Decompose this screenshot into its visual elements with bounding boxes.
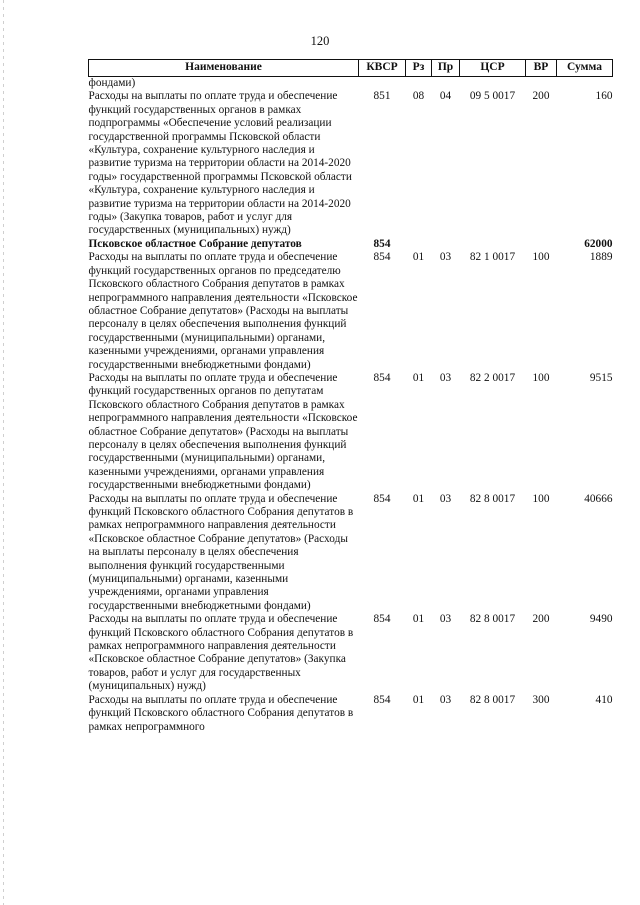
- table-row: [89, 613, 613, 693]
- row-sum: 410: [595, 693, 613, 706]
- table-row: [89, 372, 613, 493]
- row-csr: 09 5 0017: [469, 90, 516, 103]
- row-pr: 03: [439, 251, 452, 264]
- row-sum: 1889: [589, 251, 613, 264]
- header-rz: Рз: [406, 60, 432, 77]
- budget-table-container: [88, 59, 612, 734]
- row-kvsr: [359, 77, 406, 91]
- row-sum: 160: [595, 90, 613, 103]
- header-pr: Пр: [432, 60, 460, 77]
- row-vr: 100: [532, 371, 550, 384]
- header-vr: ВР: [526, 60, 557, 77]
- scan-edge: [3, 0, 4, 905]
- row-rz: 01: [412, 371, 425, 384]
- row-pr: 04: [439, 90, 452, 103]
- row-kvsr: 854: [373, 371, 391, 384]
- row-rz: [406, 238, 432, 251]
- row-kvsr: 854: [373, 492, 391, 505]
- row-sum: [557, 77, 613, 91]
- row-name: Расходы на выплаты по оплате труда и обеспечение функций Псковского областного Собрания депутатов в рамках непрограммного: [88, 693, 354, 733]
- page-number: 120: [310, 34, 330, 48]
- table-row-section: [89, 238, 613, 251]
- table-row: [89, 251, 613, 372]
- row-pr: 03: [439, 371, 452, 384]
- row-pr: 03: [439, 693, 452, 706]
- table-row: [89, 77, 613, 91]
- row-kvsr: 854: [373, 693, 391, 706]
- row-csr: [460, 238, 526, 251]
- row-csr: 82 8 0017: [469, 693, 516, 706]
- table-header-row: [89, 60, 613, 77]
- header-name: Наименование: [89, 60, 359, 77]
- row-vr: 200: [532, 90, 550, 103]
- row-vr: 100: [532, 492, 550, 505]
- row-rz: 01: [412, 492, 425, 505]
- row-name: Расходы на выплаты по оплате труда и обеспечение функций государственных органов в рамках подпрограммы «Обеспечение условий реализации государственной программы Псковской области «Культура, сохранение культурного наследия и развитие туризма на территории области на 2014-2020 годы» государственной программы Псковской области «Культура, сохранение культурного наследия и развитие туризма на территории области на 2014-2020 годы» (Закупка товаров, работ и услуг для государственных (муниципальных) нужд): [88, 90, 352, 237]
- row-rz: 01: [412, 251, 425, 264]
- row-pr: [432, 77, 460, 91]
- table-row: [89, 90, 613, 237]
- row-sum: 9515: [589, 371, 613, 384]
- row-vr: [526, 238, 557, 251]
- row-pr: 03: [439, 613, 452, 626]
- row-sum: 9490: [589, 613, 613, 626]
- row-kvsr: 854: [373, 251, 391, 264]
- row-sum: 62000: [584, 237, 613, 250]
- row-csr: 82 1 0017: [469, 251, 516, 264]
- row-rz: [406, 77, 432, 91]
- row-pr: 03: [439, 492, 452, 505]
- row-vr: 300: [532, 693, 550, 706]
- row-csr: 82 2 0017: [469, 371, 516, 384]
- row-name: Расходы на выплаты по оплате труда и обеспечение функций государственных органов по председателю Псковского областного Собрания депутатов в рамках непрограммного направления деятельности «Псковское областное Собрание депутатов» (Расходы на выплаты персоналу в целях обеспечения выполнения функций государственными (муниципальными) органами, казенными учреждениями, органами управления государственными внебюджетными фондами): [88, 251, 358, 371]
- row-name: Псковское областное Собрание депутатов: [88, 237, 302, 250]
- row-vr: 200: [532, 613, 550, 626]
- row-rz: 08: [412, 90, 425, 103]
- header-kvsr: КВСР: [359, 60, 406, 77]
- row-sum: 40666: [584, 492, 613, 505]
- row-kvsr: 854: [373, 613, 391, 626]
- row-name: фондами): [88, 77, 136, 89]
- row-kvsr: 854: [373, 237, 391, 250]
- table-row: [89, 493, 613, 614]
- row-csr: 82 8 0017: [469, 492, 516, 505]
- row-pr: [432, 238, 460, 251]
- row-name: Расходы на выплаты по оплате труда и обеспечение функций государственных органов по депутатам Псковского областного Собрания депутатов в рамках непрограммного направления деятельности «Псковское областное Собрание депутатов» (Расходы на выплаты персоналу в целях обеспечения выполнения функций государственными (муниципальными) органами, казенными учреждениями, органами управления государственными внебюджетными фондами): [88, 371, 358, 492]
- row-name: Расходы на выплаты по оплате труда и обеспечение функций Псковского областного Собрания депутатов в рамках непрограммного направления деятельности «Псковское областное Собрание депутатов» (Расходы на выплаты персоналу в целях обеспечения выполнения функций государственными (муниципальными) органами, казенными учреждениями, органами управления государственными внебюджетными фондами): [88, 492, 354, 612]
- row-rz: 01: [412, 613, 425, 626]
- row-kvsr: 851: [373, 90, 391, 103]
- row-csr: [460, 77, 526, 91]
- header-csr: ЦСР: [460, 60, 526, 77]
- row-csr: 82 8 0017: [469, 613, 516, 626]
- table-row: [89, 694, 613, 734]
- budget-table: [88, 59, 613, 734]
- header-sum: Сумма: [557, 60, 613, 77]
- row-vr: 100: [532, 251, 550, 264]
- row-name: Расходы на выплаты по оплате труда и обеспечение функций Псковского областного Собрания депутатов в рамках непрограммного направления деятельности «Псковское областное Собрание депутатов» (Закупка товаров, работ и услуг для государственных (муниципальных) нужд): [88, 613, 354, 693]
- row-vr: [526, 77, 557, 91]
- row-rz: 01: [412, 693, 425, 706]
